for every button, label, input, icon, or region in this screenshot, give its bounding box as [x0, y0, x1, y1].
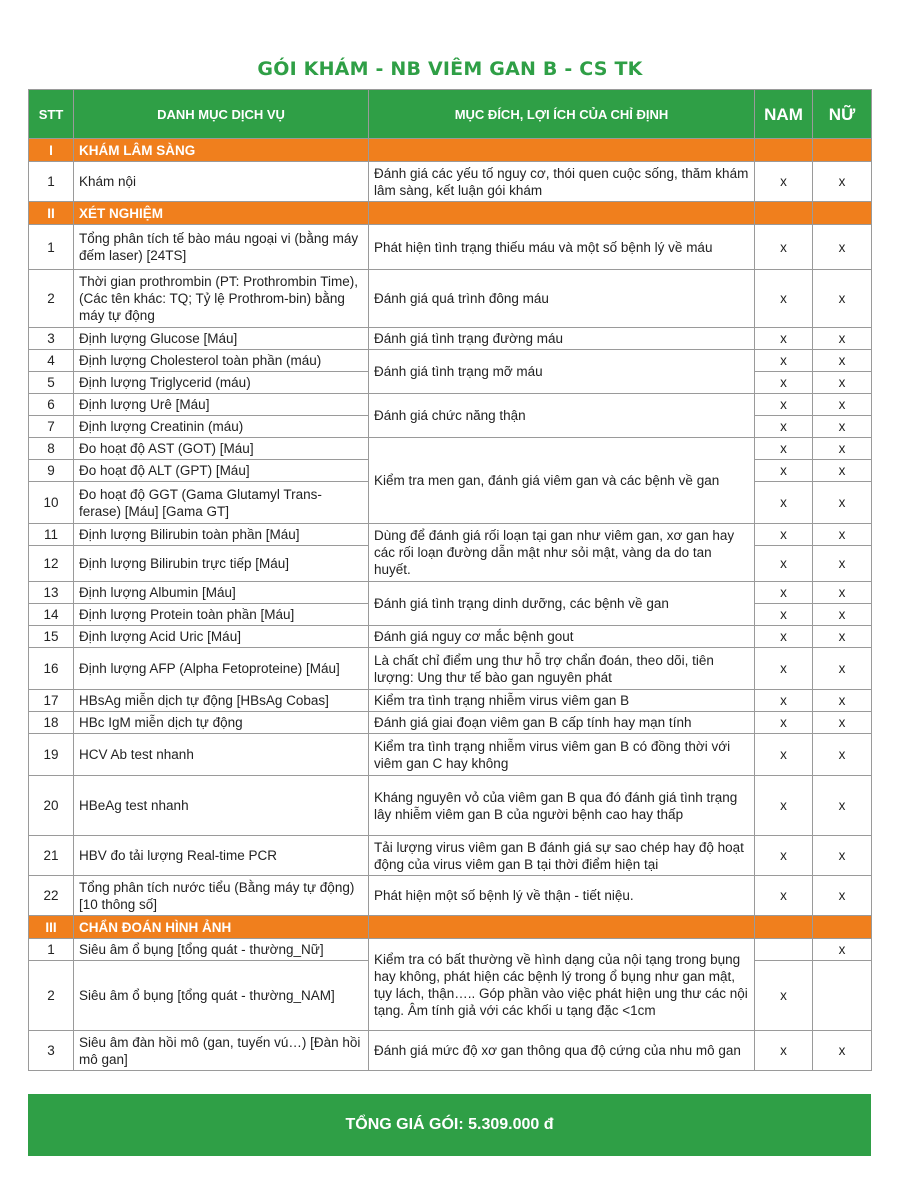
row-purpose: Đánh giá tình trạng mỡ máu	[369, 350, 755, 394]
row-male-mark: x	[755, 438, 813, 460]
row-stt: 4	[29, 350, 74, 372]
row-purpose: Đánh giá tình trạng dinh dưỡng, các bệnh về gan	[369, 582, 755, 626]
row-female-mark: x	[813, 162, 872, 202]
row-male-mark: x	[755, 712, 813, 734]
row-service: Đo hoạt độ ALT (GPT) [Máu]	[74, 460, 369, 482]
row-stt: 11	[29, 524, 74, 546]
row-female-mark: x	[813, 776, 872, 836]
row-male-mark: x	[755, 1031, 813, 1071]
row-female-mark: x	[813, 626, 872, 648]
total-price-bar	[28, 1094, 871, 1156]
row-female-mark: x	[813, 482, 872, 524]
row-service: Định lượng AFP (Alpha Fetoproteine) [Máu]	[74, 648, 369, 690]
table-row	[29, 394, 872, 416]
row-stt: 2	[29, 270, 74, 328]
row-stt: 9	[29, 460, 74, 482]
total-price-text: TỔNG GIÁ GÓI: 5.309.000 đ	[345, 1116, 554, 1133]
row-male-mark: x	[755, 372, 813, 394]
row-female-mark: x	[813, 524, 872, 546]
row-purpose: Đánh giá nguy cơ mắc bệnh gout	[369, 626, 755, 648]
row-stt: 3	[29, 1031, 74, 1071]
row-female-mark: x	[813, 438, 872, 460]
section-number: I	[29, 139, 74, 162]
row-female-mark: x	[813, 604, 872, 626]
section-number: III	[29, 916, 74, 939]
row-male-mark: x	[755, 690, 813, 712]
header-row	[29, 90, 872, 139]
row-purpose: Đánh giá chức năng thận	[369, 394, 755, 438]
row-female-mark: x	[813, 546, 872, 582]
row-stt: 15	[29, 626, 74, 648]
table-row	[29, 438, 872, 460]
table-row	[29, 939, 872, 961]
row-male-mark: x	[755, 648, 813, 690]
row-service: Siêu âm ổ bụng [tổng quát - thường_NAM]	[74, 961, 369, 1031]
section-number: II	[29, 202, 74, 225]
row-stt: 8	[29, 438, 74, 460]
row-male-mark: x	[755, 546, 813, 582]
row-male-mark: x	[755, 876, 813, 916]
row-purpose: Đánh giá quá trình đông máu	[369, 270, 755, 328]
header-male: NAM	[755, 90, 813, 139]
header-service: DANH MỤC DỊCH VỤ	[74, 90, 369, 139]
row-male-mark: x	[755, 836, 813, 876]
row-female-mark: x	[813, 876, 872, 916]
row-male-mark	[755, 939, 813, 961]
row-male-mark: x	[755, 350, 813, 372]
row-male-mark: x	[755, 328, 813, 350]
row-purpose: Tải lượng virus viêm gan B đánh giá sự sao chép hay độ hoạt động của virus viêm gan B tại thời điểm hiện tại	[369, 836, 755, 876]
row-service: Định lượng Cholesterol toàn phần (máu)	[74, 350, 369, 372]
row-service: Tổng phân tích nước tiểu (Bằng máy tự động) [10 thông số]	[74, 876, 369, 916]
row-male-mark: x	[755, 776, 813, 836]
row-service: Định lượng Acid Uric [Máu]	[74, 626, 369, 648]
row-male-mark: x	[755, 604, 813, 626]
row-stt: 18	[29, 712, 74, 734]
row-female-mark: x	[813, 836, 872, 876]
row-stt: 7	[29, 416, 74, 438]
header-female: NỮ	[813, 90, 872, 139]
row-stt: 12	[29, 546, 74, 582]
row-service: Siêu âm đàn hồi mô (gan, tuyến vú…) [Đàn hồi mô gan]	[74, 1031, 369, 1071]
row-purpose: Kháng nguyên vỏ của viêm gan B qua đó đánh giá tình trạng lây nhiễm viêm gan B của người bệnh cao hay thấp	[369, 776, 755, 836]
section-row	[29, 139, 872, 162]
row-service: Định lượng Albumin [Máu]	[74, 582, 369, 604]
row-stt: 5	[29, 372, 74, 394]
row-service: HBV đo tải lượng Real-time PCR	[74, 836, 369, 876]
row-female-mark: x	[813, 648, 872, 690]
row-female-mark: x	[813, 582, 872, 604]
row-stt: 17	[29, 690, 74, 712]
row-female-mark: x	[813, 270, 872, 328]
table-row	[29, 690, 872, 712]
row-purpose: Đánh giá các yếu tố nguy cơ, thói quen cuộc sống, thăm khám lâm sàng, kết luận gói khám	[369, 162, 755, 202]
page-title: GÓI KHÁM - NB VIÊM GAN B - CS TK	[257, 58, 643, 80]
row-male-mark: x	[755, 394, 813, 416]
row-male-mark: x	[755, 582, 813, 604]
row-stt: 14	[29, 604, 74, 626]
row-service: Định lượng Urê [Máu]	[74, 394, 369, 416]
row-stt: 6	[29, 394, 74, 416]
row-purpose: Phát hiện tình trạng thiếu máu và một số bệnh lý về máu	[369, 225, 755, 270]
row-female-mark: x	[813, 328, 872, 350]
table-row	[29, 734, 872, 776]
row-service: Định lượng Bilirubin toàn phần [Máu]	[74, 524, 369, 546]
row-purpose: Kiểm tra có bất thường về hình dạng của nội tạng trong bụng hay không, phát hiện các bệnh lý trong ổ bụng như gan mật, tụy lách, thận….. Góp phần vào việc phát hiện ung thư các nội tạng. Âm tính giả với các khối u tạng đặc <1cm	[369, 939, 755, 1031]
row-female-mark: x	[813, 416, 872, 438]
row-purpose: Kiểm tra tình trạng nhiễm virus viêm gan B có đồng thời với viêm gan C hay không	[369, 734, 755, 776]
row-service: Định lượng Glucose [Máu]	[74, 328, 369, 350]
row-service: Định lượng Triglycerid (máu)	[74, 372, 369, 394]
row-male-mark: x	[755, 734, 813, 776]
row-service: HBc IgM miễn dịch tự động	[74, 712, 369, 734]
row-female-mark: x	[813, 225, 872, 270]
row-stt: 13	[29, 582, 74, 604]
header-stt: STT	[29, 90, 74, 139]
section-row	[29, 916, 872, 939]
row-male-mark: x	[755, 626, 813, 648]
row-female-mark: x	[813, 350, 872, 372]
row-male-mark: x	[755, 270, 813, 328]
row-female-mark: x	[813, 1031, 872, 1071]
row-male-mark: x	[755, 482, 813, 524]
header-purpose: MỤC ĐÍCH, LỢI ÍCH CỦA CHỈ ĐỊNH	[369, 90, 755, 139]
row-stt: 1	[29, 162, 74, 202]
row-purpose: Đánh giá giai đoạn viêm gan B cấp tính hay mạn tính	[369, 712, 755, 734]
row-service: Đo hoạt độ AST (GOT) [Máu]	[74, 438, 369, 460]
row-purpose: Kiểm tra men gan, đánh giá viêm gan và các bệnh về gan	[369, 438, 755, 524]
section-title: KHÁM LÂM SÀNG	[74, 139, 369, 162]
row-stt: 10	[29, 482, 74, 524]
row-female-mark: x	[813, 939, 872, 961]
row-purpose: Là chất chỉ điểm ung thư hỗ trợ chẩn đoán, theo dõi, tiên lượng: Ung thư tế bào gan nguyên phát	[369, 648, 755, 690]
table-row	[29, 524, 872, 546]
row-female-mark: x	[813, 712, 872, 734]
table-row	[29, 836, 872, 876]
row-stt: 19	[29, 734, 74, 776]
row-stt: 1	[29, 939, 74, 961]
row-purpose: Dùng để đánh giá rối loạn tại gan như viêm gan, xơ gan hay các rối loạn đường dẫn mật như sỏi mật, vàng da do tan huyết.	[369, 524, 755, 582]
row-purpose: Phát hiện một số bệnh lý về thận - tiết niệu.	[369, 876, 755, 916]
row-female-mark: x	[813, 372, 872, 394]
row-purpose: Đánh giá tình trạng đường máu	[369, 328, 755, 350]
row-service: Định lượng Bilirubin trực tiếp [Máu]	[74, 546, 369, 582]
row-stt: 21	[29, 836, 74, 876]
table-row	[29, 648, 872, 690]
table-row	[29, 328, 872, 350]
row-stt: 20	[29, 776, 74, 836]
row-female-mark	[813, 961, 872, 1031]
table-row	[29, 712, 872, 734]
table-row	[29, 626, 872, 648]
section-title: CHẨN ĐOÁN HÌNH ẢNH	[74, 916, 369, 939]
row-stt: 1	[29, 225, 74, 270]
table-row	[29, 270, 872, 328]
row-male-mark: x	[755, 961, 813, 1031]
table-row	[29, 776, 872, 836]
table-row	[29, 350, 872, 372]
row-service: Đo hoạt độ GGT (Gama Glutamyl Trans-ferase) [Máu] [Gama GT]	[74, 482, 369, 524]
row-stt: 22	[29, 876, 74, 916]
row-stt: 2	[29, 961, 74, 1031]
row-service: Định lượng Protein toàn phần [Máu]	[74, 604, 369, 626]
service-table	[28, 89, 872, 1071]
section-title: XÉT NGHIỆM	[74, 202, 369, 225]
row-purpose: Đánh giá mức độ xơ gan thông qua độ cứng của nhu mô gan	[369, 1031, 755, 1071]
row-male-mark: x	[755, 460, 813, 482]
row-service: HCV Ab test nhanh	[74, 734, 369, 776]
section-row	[29, 202, 872, 225]
row-service: Khám nội	[74, 162, 369, 202]
row-stt: 16	[29, 648, 74, 690]
row-service: Định lượng Creatinin (máu)	[74, 416, 369, 438]
row-service: Thời gian prothrombin (PT: Prothrombin Time), (Các tên khác: TQ; Tỷ lệ Prothrom-bin) bằng máy tự động	[74, 270, 369, 328]
row-purpose: Kiểm tra tình trạng nhiễm virus viêm gan B	[369, 690, 755, 712]
row-male-mark: x	[755, 162, 813, 202]
row-male-mark: x	[755, 416, 813, 438]
row-service: Siêu âm ổ bụng [tổng quát - thường_Nữ]	[74, 939, 369, 961]
row-male-mark: x	[755, 225, 813, 270]
row-service: HBsAg miễn dịch tự động [HBsAg Cobas]	[74, 690, 369, 712]
row-male-mark: x	[755, 524, 813, 546]
table-row	[29, 225, 872, 270]
row-female-mark: x	[813, 394, 872, 416]
table-row	[29, 162, 872, 202]
row-female-mark: x	[813, 460, 872, 482]
row-service: HBeAg test nhanh	[74, 776, 369, 836]
table-row	[29, 582, 872, 604]
row-female-mark: x	[813, 690, 872, 712]
table-row	[29, 1031, 872, 1071]
row-female-mark: x	[813, 734, 872, 776]
row-service: Tổng phân tích tế bào máu ngoại vi (bằng máy đếm laser) [24TS]	[74, 225, 369, 270]
row-stt: 3	[29, 328, 74, 350]
table-row	[29, 876, 872, 916]
